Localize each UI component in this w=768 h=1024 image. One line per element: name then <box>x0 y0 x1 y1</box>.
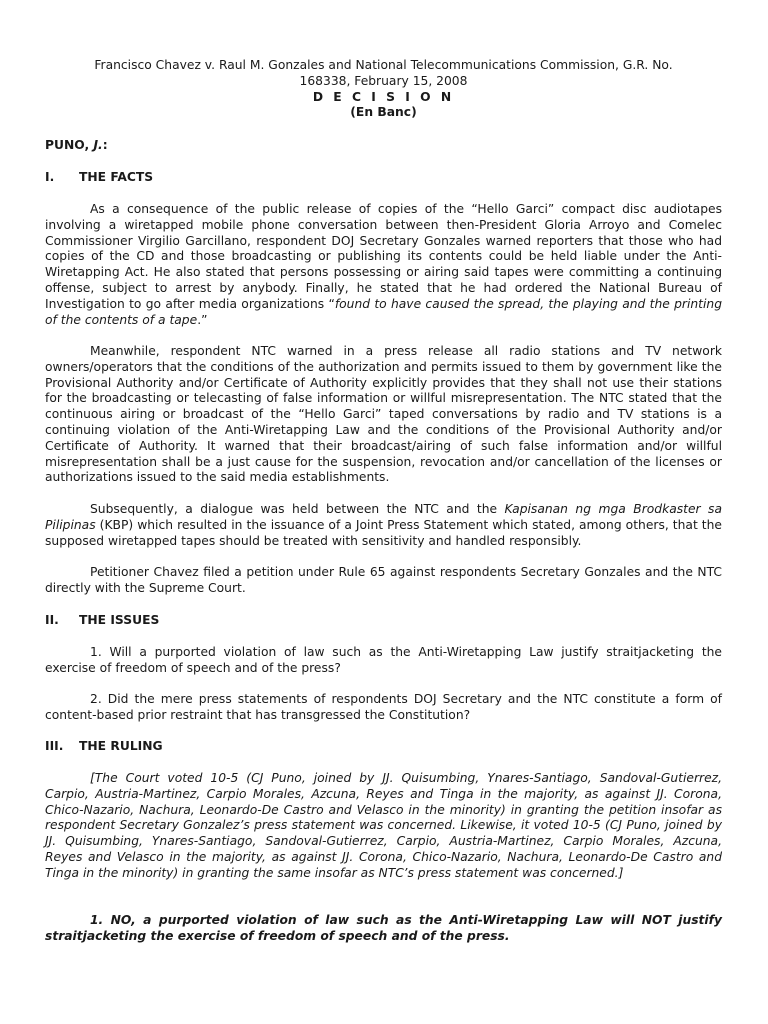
text-run: (KBP) which resulted in the issuance of a Joint Press Statement which stated, among others, that the supposed wiretapped tapes should be treated with sensitivity and handled responsibly. <box>45 517 722 548</box>
decision-title: D E C I S I O N <box>312 89 455 104</box>
facts-paragraph-3 <box>45 502 722 549</box>
text-run: Petitioner Chavez filed a petition under Rule 65 against respondents Secretary Gonzales and the NTC directly with the Supreme Court. <box>45 565 722 595</box>
case-caption <box>45 58 722 121</box>
ruling-vote-note: [The Court voted 10-5 (CJ Puno, joined by JJ. Quisumbing, Ynares-Santiago, Sandoval-Gutierrez, Carpio, Austria-Martinez, Carpio Morales, Azcuna, Reyes and Tinga in the majority, as against JJ. Corona, Chico-Nazario, Nachura, Leonardo-De Castro and Velasco in the minority) in granting the petition insofar as respondent Secretary Gonzalez’s press statement was concerned. Likewise, it voted 10-5 (CJ Puno, joined by JJ. Quisumbing, Ynares-Santiago, Sandoval-Gutierrez, Carpio, Austria-Martinez, Carpio Morales, Azcuna, Reyes and Velasco in the majority, as against JJ. Corona, Chico-Nazario, Nachura, Leonardo-De Castro and Tinga in the minority) in granting the same insofar as NTC’s press statement was concerned.] <box>45 771 722 880</box>
section-title: THE RULING <box>79 739 163 753</box>
text-run: Meanwhile, respondent NTC warned in a press release all radio stations and TV network owners/operators that the conditions of the authorization and permits issued to them by government like the Provisional Authority and/or Certificate of Authority explicitly provides that they shall not use their stations for the broadcasting or telecasting of false information or willful misrepresentation. The NTC stated that the continuous airing or broadcast of the “Hello Garci” taped conversations by radio and TV stations is a continuing violation of the Anti-Wiretapping Law and the conditions of the Provisional Authority and/or Certificate of Authority. It warned that their broadcast/airing of such false information and/or willful misrepresentation shall be a just cause for the suspension, revocation and/or cancellation of the licenses or authorizations issued to the said media establishments. <box>45 344 722 485</box>
italic-text-run: found to have caused the spread, the playing and the printing of the contents of a tape <box>45 296 722 327</box>
section-title: THE FACTS <box>79 170 154 184</box>
text-run: Subsequently, a dialogue was held between the NTC and the <box>90 502 505 516</box>
section-title: THE ISSUES <box>79 613 160 627</box>
section-number: I. <box>45 170 55 184</box>
ponente-colon: : <box>102 138 108 152</box>
section-heading-ruling <box>45 739 163 755</box>
italic-text-run: Kapisanan ng mga Brodkaster sa Pilipinas <box>45 502 722 532</box>
section-number: II. <box>45 613 59 627</box>
issue-1: 1. Will a purported violation of law such as the Anti-Wiretapping Law justify straitjacketing the exercise of freedom of speech and of the press? <box>45 645 722 675</box>
text-run: .” <box>197 312 208 327</box>
caption-line-1: Francisco Chavez v. Raul M. Gonzales and National Telecommunications Commission, G.R. No. <box>94 58 673 72</box>
facts-paragraph-4 <box>45 565 722 597</box>
section-heading-facts <box>45 170 153 186</box>
ruling-holding-1: 1. NO, a purported violation of law such as the Anti-Wiretapping Law will NOT justify straitjacketing the exercise of freedom of speech and of the press. <box>45 913 722 943</box>
ponente-line <box>45 138 108 154</box>
facts-paragraph-2 <box>45 344 722 486</box>
en-banc-label: (En Banc) <box>350 105 417 120</box>
section-number: III. <box>45 739 64 753</box>
ponente-name: PUNO, <box>45 138 94 152</box>
caption-line-2: 168338, February 15, 2008 <box>299 73 468 88</box>
facts-paragraph-1 <box>45 202 722 328</box>
issue-2: 2. Did the mere press statements of respondents DOJ Secretary and the NTC constitute a form of content-based prior restraint that has transgressed the Constitution? <box>45 692 722 722</box>
ponente-suffix: J. <box>93 138 103 152</box>
section-heading-issues <box>45 613 159 629</box>
text-run: As a consequence of the public release of copies of the “Hello Garci” compact disc audiotapes involving a wiretapped mobile phone conversation between then-President Gloria Arroyo and Comelec Commissioner Virgilio Garcillano, respondent DOJ Secretary Gonzales warned reporters that those who had copies of the CD and those broadcasting or publishing its contents could be held liable under the Anti-Wiretapping Act. He also stated that persons possessing or airing said tapes were committing a continuing offense, subject to arrest by anybody. Finally, he stated that he had ordered the National Bureau of Investigation to go after media organizations “ <box>45 202 722 311</box>
